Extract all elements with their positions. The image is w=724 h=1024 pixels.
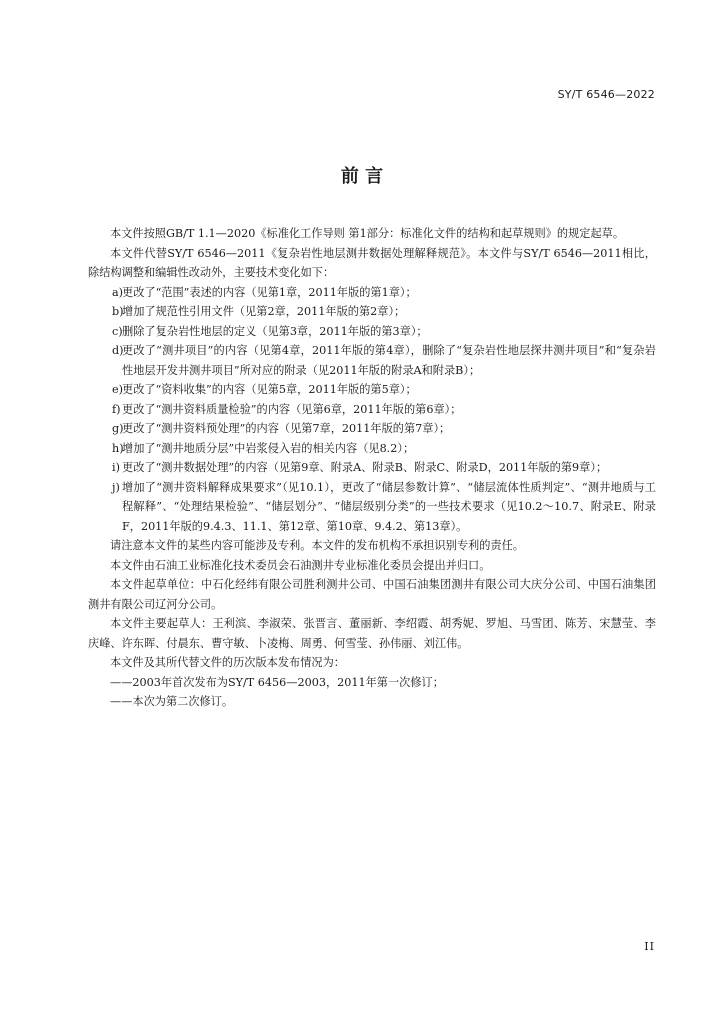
standard-code: SY/T 6546—2022 <box>557 88 655 101</box>
list-item-text: 更改了“测井项目”的内容（见第4章，2011年版的第4章），删除了“复杂岩性地层探井测井项目”和“复杂岩性地层开发井测井项目”所对应的附录（见2011年版的附录A和附录B）； <box>122 344 656 377</box>
history-item: ——2003年首次发布为SY/T 6456—2003，2011年第一次修订； <box>110 675 444 689</box>
paragraph-proposer: 本文件由石油工业标准化技术委员会石油测井专业标准化委员会提出并归口。 <box>110 558 491 572</box>
list-item-text: 增加了规范性引用文件（见第2章，2011年版的第2章）； <box>122 305 406 318</box>
list-marker: c) <box>112 324 123 338</box>
list-item-text: 更改了“资料收集”的内容（见第5章，2011年版的第5章）； <box>122 383 417 396</box>
list-marker: g) <box>112 422 124 435</box>
page-number: II <box>644 940 655 953</box>
list-marker: i) <box>112 461 120 474</box>
list-item-text: 增加了“测井资料解释成果要求”（见10.1），更改了“储层参数计算”、“储层流体性质判定”、“测井地质与工程解释”、“处理结果检验”、“储层划分”、“储层级别分类”的一些技术要求（见10.2～10.7、附录E、附录F，2011年版的9.4.3、11.1、第12章、第10章、9.4.2、第13章）。 <box>122 480 656 533</box>
history-item: ——本次为第二次修订。 <box>110 695 234 708</box>
paragraph-patent: 请注意本文件的某些内容可能涉及专利。本文件的发布机构不承担识别专利的责任。 <box>110 539 524 552</box>
list-item-text: 更改了“测井数据处理”的内容（见第9章、附录A、附录B、附录C、附录D，2011年版的第9章）； <box>122 461 608 474</box>
list-item <box>88 400 656 420</box>
changes-list <box>88 283 656 537</box>
paragraph-drafters: 本文件主要起草人：王利滨、李淑荣、张晋言、董丽新、李绍霞、胡秀妮、罗旭、马雪团、陈芳、宋慧莹、李庆峰、许东晖、付晨东、曹守敏、卜凌梅、周勇、何雪莹、孙伟丽、刘江伟。 <box>88 617 656 650</box>
list-item-text: 更改了“测井资料预处理”的内容（见第7章，2011年版的第7章）； <box>122 422 451 435</box>
paragraph-replacement: 本文件代替SY/T 6546—2011《复杂岩性地层测井数据处理解释规范》。本文件与SY/T 6546—2011相比，除结构调整和编辑性改动外，主要技术变化如下： <box>88 246 656 279</box>
list-item-text: 增加了“测井地质分层”中岩浆侵入岩的相关内容（见8.2）； <box>122 441 415 455</box>
list-marker: f) <box>112 402 121 416</box>
list-marker: h) <box>112 441 124 455</box>
paragraph-history-intro: 本文件及其所代替文件的历次版本发布情况为： <box>110 656 345 669</box>
list-marker: e) <box>112 383 123 396</box>
list-marker: d) <box>112 344 124 357</box>
list-item <box>88 478 656 537</box>
list-marker: b) <box>112 305 124 318</box>
list-item-text: 删除了复杂岩性地层的定义（见第3章，2011年版的第3章）； <box>122 324 428 338</box>
list-marker: j) <box>112 480 120 494</box>
list-item <box>88 302 656 322</box>
list-item <box>88 458 656 478</box>
list-item-text: 更改了“测井资料质量检验”的内容（见第6章，2011年版的第6章）； <box>122 402 462 416</box>
paragraph-drafting-units: 本文件起草单位：中石化经纬有限公司胜利测井公司、中国石油集团测井有限公司大庆分公司、中国石油集团测井有限公司辽河分公司。 <box>88 578 656 611</box>
list-item <box>88 341 656 380</box>
list-item-text: 更改了“范围”表述的内容（见第1章，2011年版的第1章）； <box>122 285 417 299</box>
list-item <box>88 439 656 459</box>
list-item <box>88 283 656 303</box>
list-marker: a) <box>112 285 124 299</box>
list-item <box>88 380 656 400</box>
list-item <box>88 322 656 342</box>
paragraph-drafting-basis: 本文件按照GB/T 1.1—2020《标准化工作导则 第1部分：标准化文件的结构和起草规则》的规定起草。 <box>110 227 625 240</box>
foreword-body <box>88 224 656 712</box>
page-title: 前 言 <box>340 166 384 187</box>
list-item <box>88 419 656 439</box>
